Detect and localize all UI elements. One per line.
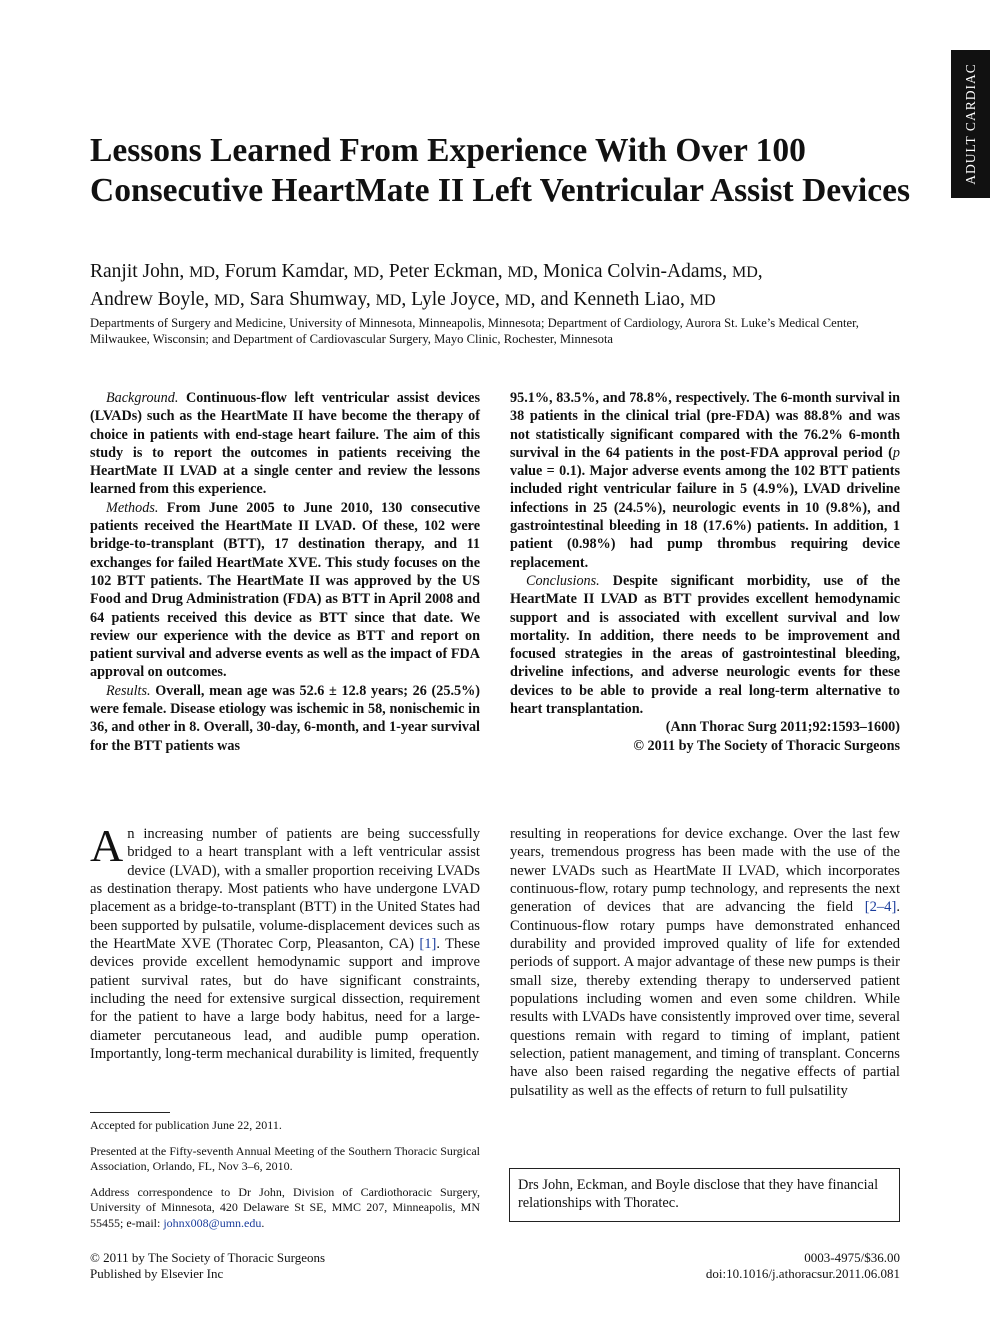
affiliations: Departments of Surgery and Medicine, University of Minnesota, Minneapolis, Minnesota; Department of Cardiology, Aurora St. Luke’s Medical Center, Milwaukee, Wisconsin; and Department of Cardiovascular Surgery, Mayo Clinic, Rochester, Minnesota xyxy=(90,316,859,346)
journal-citation: (Ann Thorac Surg 2011;92:1593–1600) xyxy=(665,719,900,736)
footer-left xyxy=(90,1250,490,1281)
abstract-methods: Methods. From June 2005 to June 2010, 130 consecutive patients received the HeartMate II LVAD. Of these, 102 were bridge-to-transplant (BTT), 17 destination therapy, and 11 exchanges for failed HeartMate XVE. This study focuses on the 102 BTT patients. The HeartMate II was approved by the US Food and Drug Administration (FDA) as BTT in April 2008 and 64 patients received this device as BTT since that date. We review our experience with the device as BTT and report on patient survival and adverse events as well as the impact of FDA approval on outcomes. xyxy=(90,499,480,681)
abstract-background: Background. Continuous-flow left ventricular assist devices (LVADs) such as the HeartMate II have become the therapy of choice in patients with end-stage heart failure. The aim of this study is to report the outcomes in patients receiving the HeartMate II LVAD at a single center and review the lessons learned from this experience. xyxy=(90,390,480,498)
footer-right xyxy=(500,1250,900,1281)
article-title: Lessons Learned From Experience With Over 100 Consecutive HeartMate II Left Ventricular Assist Devices xyxy=(90,132,910,209)
footnotes xyxy=(90,1118,480,1241)
body-left-column xyxy=(90,820,480,1063)
drop-cap: A xyxy=(90,820,124,871)
abstract-left-column xyxy=(90,389,480,755)
footer-doi: doi:10.1016/j.athoracsur.2011.06.081 xyxy=(705,1265,900,1281)
abstract-right-column xyxy=(510,389,900,755)
body-right-column xyxy=(510,825,900,1100)
footnote-presented: Presented at the Fifty-seventh Annual Meeting of the Southern Thoracic Surgical Association, Orlando, FL, Nov 3–6, 2010. xyxy=(90,1143,480,1173)
abstract-copyright: © 2011 by The Society of Thoracic Surgeons xyxy=(633,737,900,754)
section-tab-label: ADULT CARDIAC xyxy=(962,63,978,185)
footer-copyright: © 2011 by The Society of Thoracic Surgeons xyxy=(90,1250,326,1265)
author-line-2: Andrew Boyle, MD, Sara Shumway, MD, Lyle Joyce, MD, and Kenneth Liao, MD xyxy=(90,288,716,310)
correspondence-email-link[interactable]: johnx008@umn.edu xyxy=(163,1215,262,1230)
footnote-address: Address correspondence to Dr John, Division of Cardiothoracic Surgery, University of Minnesota, 420 Delaware St SE, MMC 207, Minneapolis, MN 55455; e-mail: johnx008@umn.edu. xyxy=(90,1184,480,1230)
footnote-accepted: Accepted for publication June 22, 2011. xyxy=(90,1118,282,1132)
author-list xyxy=(90,259,920,314)
author-line-1: Ranjit John, MD, Forum Kamdar, MD, Peter Eckman, MD, Monica Colvin-Adams, MD, xyxy=(90,261,763,282)
reference-link-1[interactable]: [1] xyxy=(419,936,437,953)
abstract-results: Results. Overall, mean age was 52.6 ± 12.8 years; 26 (25.5%) were female. Disease etiology was ischemic in 58, nonischemic in 36, and other in 8. Overall, 30-day, 6-month, and 1-year survival for the BTT patients was xyxy=(90,682,480,754)
body-paragraph-intro: An increasing number of patients are being successfully bridged to a heart transplant with a left ventricular assist device (LVAD), with a smaller proportion receiving LVADs as destination therapy. Most patients who have undergone LVAD placement as a bridge-to-transplant (BTT) in the United States had been supported by pulsatile, volume-displacement devices such as the HeartMate XVE (Thoratec Corp, Pleasanton, CA) [1]. These devices provide excellent hemodynamic support and improve patient survival rates, but do have significant constraints, including the need for extensive surgical dissection, requirement for the patient to have a large body habitus, need for a large-diameter percutaneous lead, and audible pump operation. Importantly, long-term mechanical durability is limited, frequently xyxy=(90,820,480,1063)
footnote-rule xyxy=(90,1112,170,1113)
footer-publisher: Published by Elsevier Inc xyxy=(90,1265,224,1281)
disclosure-box: Drs John, Eckman, and Boyle disclose that they have financial relationships with Thoratec. xyxy=(509,1168,900,1222)
section-tab xyxy=(951,50,990,198)
footer-issn-price: 0003-4975/$36.00 xyxy=(804,1250,900,1265)
reference-link-2-4[interactable]: [2–4] xyxy=(864,899,897,916)
body-paragraph-continued: resulting in reoperations for device exchange. Over the last few years, tremendous progress has been made with the use of the newer LVADs such as HeartMate II LVAD, which incorporates continuous-flow, rotary pump technology, and represents the next generation of devices that are advancing the field [2–4]. Continuous-flow rotary pumps have demonstrated enhanced durability and provided improved quality of life for extended periods of support. A major advantage of these new pumps is their small size, thereby extending therapy to underserved patient populations including women and even some children. While results with LVADs have consistently improved over time, several questions remain with regard to timing of implant, patient selection, patient management, and timing of transplant. Concerns have also been raised regarding the negative effects of partial pulsatility as well as the effects of return to full pulsatility xyxy=(510,826,900,1099)
abstract-results-continued: 95.1%, 83.5%, and 78.8%, respectively. The 6-month survival in 38 patients in the clinical trial (pre-FDA) was 88.8% and was not statistically significant compared with the 76.2% 6-month survival in the 64 patients in the post-FDA approval period (p value = 0.1). Major adverse events among the 102 BTT patients included right ventricular failure in 5 (4.9%), LVAD driveline infections in 25 (24.5%), neurologic events in 10 (9.8%), and gastrointestinal bleeding in 18 (17.6%) patients. In addition, 1 patient (0.98%) had pump thrombus requiring device replacement. xyxy=(510,390,900,571)
abstract-conclusions: Conclusions. Despite significant morbidity, use of the HeartMate II LVAD as BTT provides excellent hemodynamic support and is associated with excellent survival and low mortality. In addition, there needs to be improvement and focused strategies in the areas of gastrointestinal bleeding, driveline infections, and adverse neurologic events for these devices to be able to provide a real long-term alternative to heart transplantation. xyxy=(510,572,901,718)
